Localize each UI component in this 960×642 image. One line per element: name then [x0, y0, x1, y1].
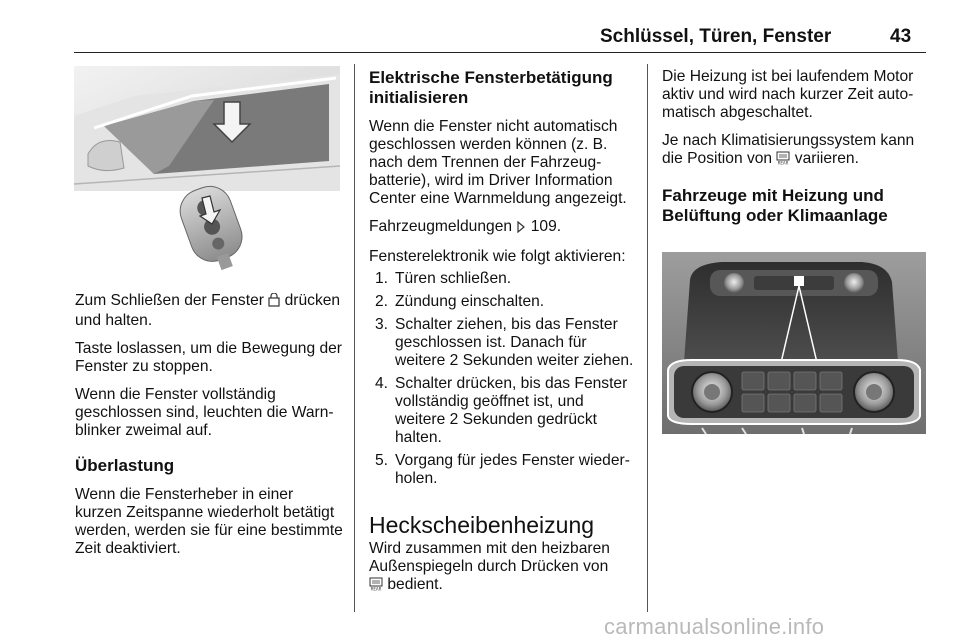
- page-reference-icon: [516, 220, 526, 238]
- initialise-heading: Elektrische Fensterbetätigung initialisieren: [369, 68, 613, 107]
- rear-window-heating-icon: [369, 577, 383, 596]
- column-2: [369, 68, 637, 606]
- list-item: 5. Vorgang für jedes Fenster wiederholen.: [375, 452, 630, 487]
- rear-window-heating-icon: [776, 151, 790, 170]
- activate-paragraph: Fensterelektronik wie folgt aktivieren:: [369, 248, 626, 265]
- rear-window-heating-heading: Heckscheibenheizung: [369, 512, 595, 538]
- position-varies-text-a: Je nach Klimatisierungssystem kann die Position von: [662, 132, 915, 167]
- lock-button-icon: [268, 293, 280, 312]
- vehicle-messages-text: Fahrzeugmeldungen: [369, 218, 513, 235]
- close-windows-paragraph: [75, 292, 343, 330]
- column-divider-1: [354, 64, 355, 612]
- header-rule: [74, 52, 926, 53]
- vehicles-climate-heading: Fahrzeuge mit Heizung und Belüftung oder Klimaanlage: [662, 186, 888, 225]
- column-3: [662, 68, 928, 236]
- close-windows-text-b: drücken und halten.: [75, 292, 341, 329]
- column-1: [75, 292, 343, 568]
- climate-control-panel-illustration: [662, 252, 926, 434]
- rear-heating-text-b: bedient.: [387, 576, 443, 593]
- initialise-paragraph: Wenn die Fenster nicht automatisch geschlossen werden können (z. B. nach dem Trennen der Fahrzeugbatterie), wird im Driver Information Center eine Warnmeldung angezeigt.: [369, 118, 627, 207]
- list-item: 3. Schalter ziehen, bis das Fenster geschlossen ist. Danach für weitere 2 Sekunden weiter ziehen.: [375, 316, 634, 369]
- overload-heading: Überlastung: [75, 456, 175, 475]
- window-keyfob-illustration: [74, 66, 340, 276]
- rear-window-heating-paragraph: [369, 540, 637, 596]
- hazard-lights-paragraph: Wenn die Fenster vollständig geschlossen sind, leuchten die Warnblinker zweimal auf.: [75, 386, 334, 439]
- heating-active-paragraph: Die Heizung ist bei laufendem Motor aktiv und wird nach kurzer Zeit automatisch abgeschaltet.: [662, 68, 914, 121]
- svg-text:REAR: REAR: [370, 586, 382, 591]
- watermark: carmanualsonline.info: [604, 614, 825, 639]
- steps-list: [369, 270, 637, 488]
- list-item: 2. Zündung einschalten.: [375, 293, 545, 310]
- close-windows-text-a: Zum Schließen der Fenster: [75, 292, 264, 309]
- release-button-paragraph: Taste loslassen, um die Bewegung der Fenster zu stoppen.: [75, 340, 342, 375]
- column-divider-2: [647, 64, 648, 612]
- vehicle-messages-paragraph: [369, 218, 637, 238]
- page-header-title: Schlüssel, Türen, Fenster: [600, 26, 832, 47]
- overload-paragraph: Wenn die Fensterheber in einer kurzen Zeitspanne wiederholt betätigt werden, werden sie für eine bestimmte Zeit deaktiviert.: [75, 486, 343, 557]
- rear-heating-text-a: Wird zusammen mit den heizbaren Außenspiegeln durch Drücken von: [369, 540, 610, 575]
- list-item: 4. Schalter drücken, bis das Fenster vollständig geöffnet ist, und weitere 2 Sekunden gedrückt halten.: [375, 375, 628, 446]
- list-item: 1. Türen schließen.: [375, 270, 512, 287]
- svg-text:REAR: REAR: [778, 160, 789, 165]
- position-varies-paragraph: [662, 132, 928, 170]
- vehicle-messages-ref: 109.: [530, 218, 562, 235]
- position-varies-text-b: variieren.: [794, 150, 859, 167]
- page-number: 43: [890, 26, 912, 47]
